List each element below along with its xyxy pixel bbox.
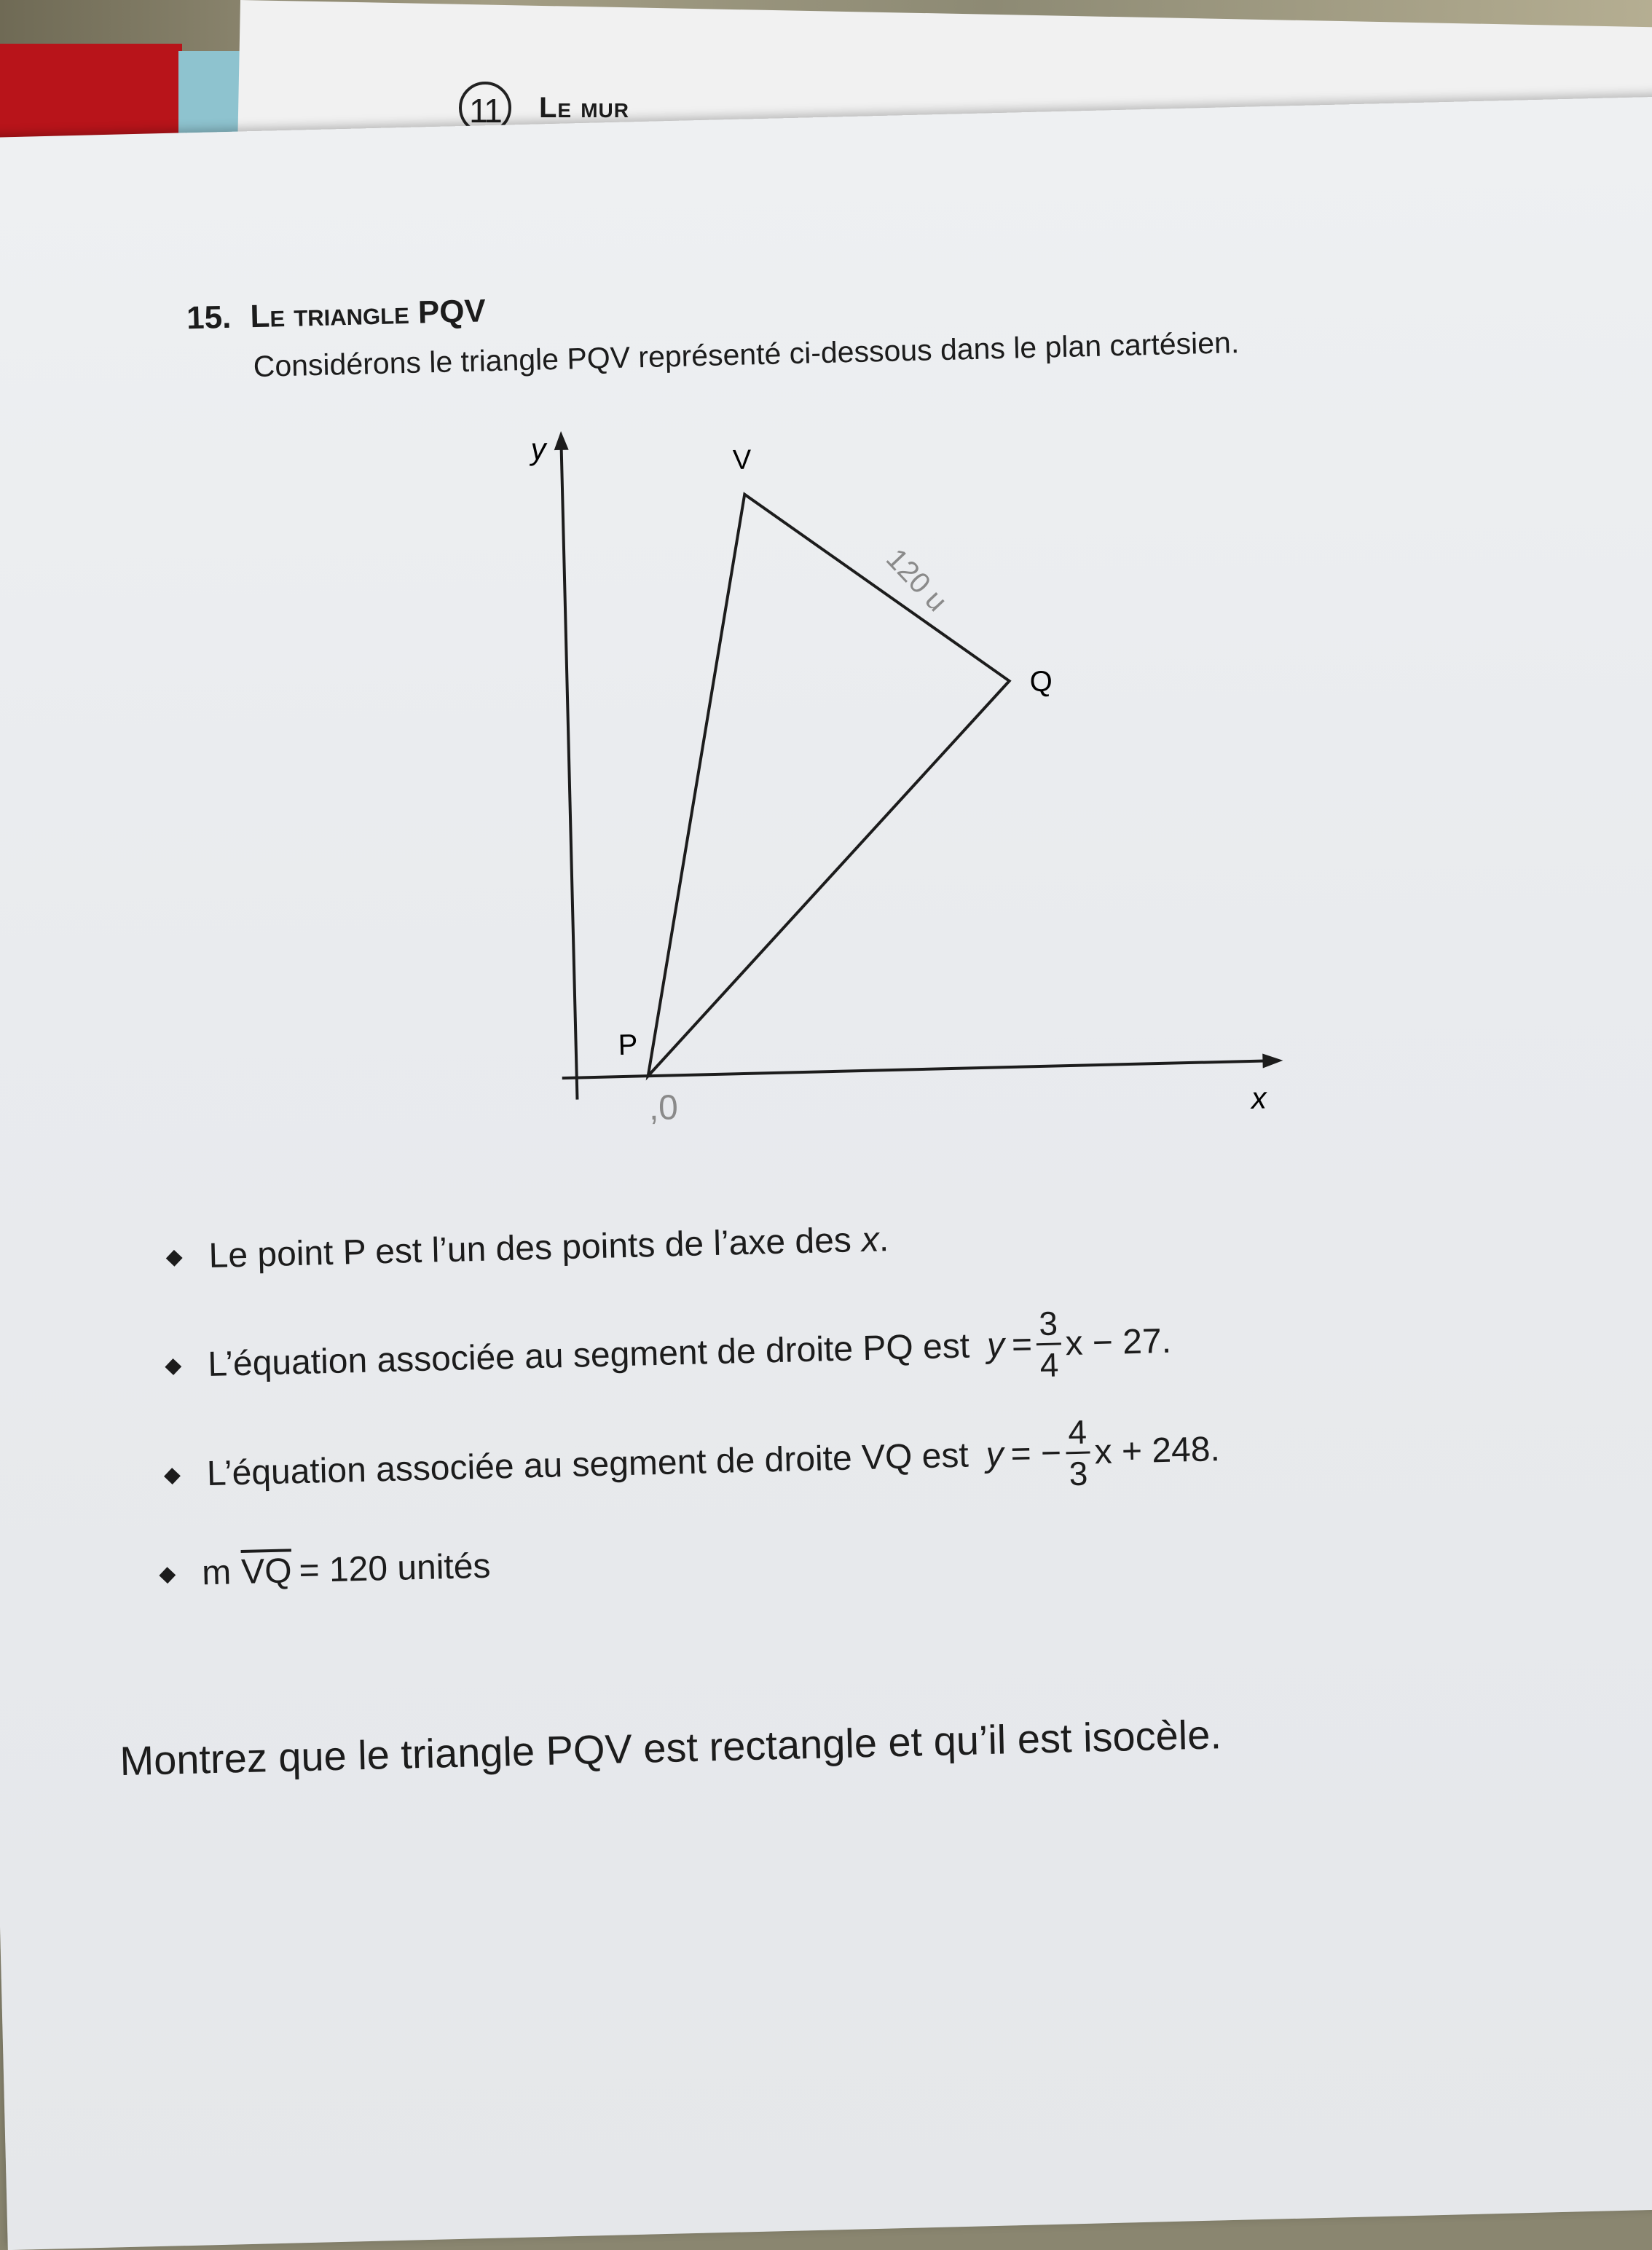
variable-y: y xyxy=(986,1326,1005,1365)
vertex-label-q: Q xyxy=(1029,665,1053,699)
problem-number: 15. xyxy=(186,299,232,337)
equation-rest: x + 248. xyxy=(1093,1430,1221,1472)
worksheet-page xyxy=(0,95,1652,2250)
bullet-diamond-icon: ◆ xyxy=(164,1353,182,1378)
y-axis-label: y xyxy=(530,431,547,466)
fraction-numerator: 3 xyxy=(1036,1306,1061,1345)
problem-intro: Considérons le triangle PQV représenté ci-dessous dans le plan cartésien. xyxy=(253,326,1240,384)
triangle-figure xyxy=(473,412,1292,1160)
x-axis xyxy=(562,1061,1269,1078)
period: . xyxy=(878,1220,889,1259)
measure-symbol: m xyxy=(201,1553,232,1593)
vertex-label-v: V xyxy=(732,444,752,476)
bullet-text: L’équation associée au segment de droite VQ est xyxy=(206,1436,969,1494)
bullet-point-on-x-axis xyxy=(165,1219,889,1277)
fraction-numerator: 4 xyxy=(1065,1415,1090,1455)
fraction-denominator: 3 xyxy=(1069,1454,1088,1493)
length-value: = 120 unités xyxy=(298,1546,492,1591)
segment-vq: $\overline{VQ}$ xyxy=(240,1551,293,1592)
bullet-vq-length xyxy=(159,1546,492,1594)
bullet-equation-pq xyxy=(164,1304,1172,1404)
fraction-four-thirds xyxy=(1065,1412,1091,1493)
problem-title: Le triangle PQV xyxy=(249,293,487,335)
equals-minus-sign: = − xyxy=(1010,1433,1062,1474)
y-axis xyxy=(561,441,577,1100)
bullet-equation-vq xyxy=(163,1412,1221,1512)
bullet-diamond-icon: ◆ xyxy=(165,1244,184,1270)
handwritten-p-coordinate: ,0 xyxy=(648,1088,679,1128)
y-axis-arrow xyxy=(554,431,569,450)
x-axis-label: x xyxy=(1251,1080,1267,1115)
bullet-text: Le point P est l’un des points de l’axe des xyxy=(208,1221,852,1275)
vertex-label-p: P xyxy=(618,1028,638,1062)
chapter-title: Le mur xyxy=(539,91,629,124)
question-text: Montrez que le triangle PQV est rectangle et qu’il est isocèle. xyxy=(119,1711,1222,1785)
variable-y: y xyxy=(986,1435,1004,1474)
fraction-denominator: 4 xyxy=(1039,1345,1059,1385)
bullet-diamond-icon: ◆ xyxy=(163,1463,181,1487)
bullet-diamond-icon: ◆ xyxy=(158,1562,176,1586)
problem-heading xyxy=(186,293,487,337)
x-axis-arrow xyxy=(1262,1053,1283,1069)
variable-x: x xyxy=(861,1220,880,1260)
equals-sign: = xyxy=(1011,1325,1033,1365)
triangle-pqv xyxy=(634,488,1018,1076)
handwritten-vq-length: 120 u xyxy=(879,542,953,618)
chapter-number-badge: 11 xyxy=(459,82,511,134)
equation-rest: x − 27. xyxy=(1064,1321,1172,1364)
bullet-text: L’équation associée au segment de droite PQ est xyxy=(207,1326,970,1385)
fraction-three-quarters xyxy=(1036,1304,1062,1385)
